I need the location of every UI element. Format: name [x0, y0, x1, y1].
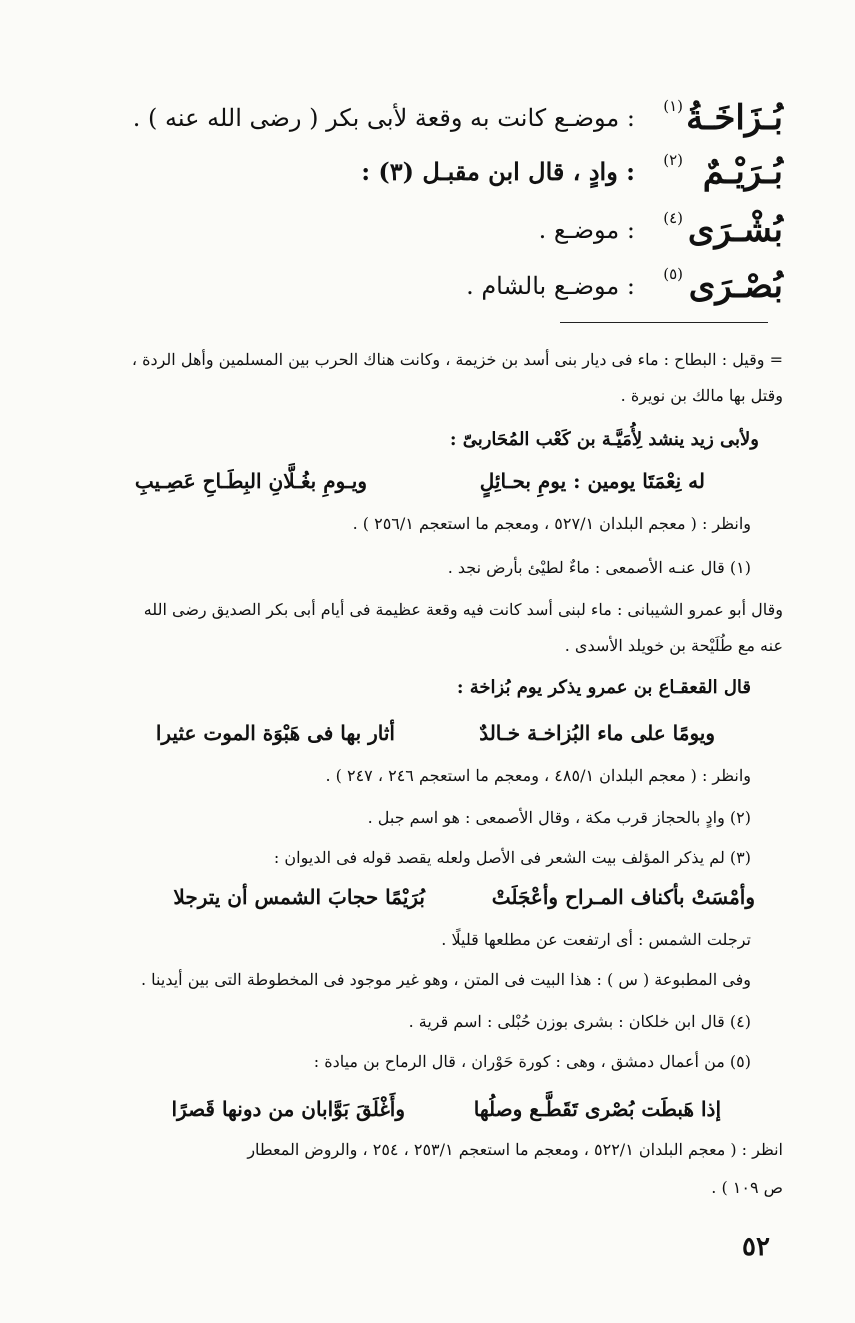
entry-term: بُـزَاخَـةُ — [686, 98, 783, 138]
footnote-line: ص ١٠٩ ) . — [711, 1178, 783, 1197]
footnote-line: (٣) لم يذكر المؤلف بيت الشعر فى الأصل ولعله يقصد قوله فى الديوان : — [273, 848, 751, 867]
footnote-line: (٥) من أعمال دمشق ، وهى : كورة حَوْران ، قال الرماح بن ميادة : — [313, 1052, 751, 1071]
footnote-line: وقال أبو عمرو الشيبانى : ماء لبنى أسد كانت فيه وقعة عظيمة فى أيام أبى بكر الصديق رضى الله — [143, 600, 783, 619]
footnote-line: انظر : ( معجم البلدان ٥٢٢/١ ، ومعجم ما استعجم ٢٥٣/١ ، ٢٥٤ ، والروض المعطار — [247, 1140, 783, 1159]
footnote-line: (١) قال عنـه الأصمعى : ماءٌ لطيْئ بأرض نجد . — [447, 558, 751, 577]
footnote-marker: (١) — [663, 97, 683, 115]
footnote-marker: (٥) — [663, 265, 683, 283]
verse-second-hemistich: بُرَيْمًا حجابَ الشمس أن يترجلا — [173, 885, 425, 909]
footnote-line: (٢) وادٍ بالحجاز قرب مكة ، وقال الأصمعى : هو اسم جبل . — [367, 808, 751, 827]
entry-buraym — [63, 146, 783, 198]
verse-first-hemistich: ويومًا على ماء البُزاخـة خـالدٌ — [479, 721, 715, 745]
footnote-line: وانظر : ( معجم البلدان ٤٨٥/١ ، ومعجم ما استعجم ٢٤٦ ، ٢٤٧ ) . — [325, 766, 751, 785]
verse-second-hemistich: ويـومِ بغُـلَّانِ البِطَـاحِ عَصِـيبِ — [134, 469, 367, 493]
page-number: ٥٢ — [742, 1232, 770, 1262]
verse-first-hemistich: إذا هَبطَت بُصْرى تَقَطَّـع وصلُها — [473, 1097, 721, 1121]
footnote-line: قال القعقـاع بن عمرو يذكر يوم بُزاخة : — [456, 677, 751, 698]
footnote-line: وفى المطبوعة ( س ) : هذا البيت فى المتن ، وهو غير موجود فى المخطوطة التى بين أيدينا . — [141, 970, 751, 989]
entry-term: بُصْـرَى — [688, 266, 783, 306]
footnote-line: (٤) قال ابن خلكان : بشرى بوزن حُبْلى : اسم قرية . — [408, 1012, 751, 1031]
entry-term: بُـرَيْـمٌ — [702, 152, 783, 192]
footnote-marker: (٤) — [663, 209, 683, 227]
footnote-marker: (٢) — [663, 151, 683, 169]
footnote-line: = وقيل : البطاح : ماء فى ديار بنى أسد بن خزيمة ، وكانت هناك الحرب بين المسلمين وأهل الردة ، — [131, 350, 783, 369]
footnote-separator — [560, 322, 768, 323]
entry-busra — [63, 260, 783, 312]
footnote-line: وقتل بها مالك بن نويرة . — [620, 386, 783, 405]
entry-bushra — [63, 204, 783, 256]
entry-term: بُشْـرَى — [687, 210, 783, 250]
entry-definition: : موضـع . — [538, 216, 635, 244]
footnote-line: عنه مع طُلَيْحة بن خويلد الأسدى . — [564, 636, 783, 655]
footnote-line: وانظر : ( معجم البلدان ٥٢٧/١ ، ومعجم ما استعجم ٢٥٦/١ ) . — [352, 514, 751, 533]
footnote-line: ولأبى زيد ينشد لِأُمَيَّـة بن كَعْب المُحَاربىّ : — [449, 429, 759, 450]
entry-definition: : وادٍ ، قال ابن مقبـل (٣) : — [361, 157, 635, 186]
entry-definition: : موضـع كانت به وقعة لأبى بكر ( رضى الله عنه ) . — [132, 104, 635, 132]
verse-second-hemistich: أثار بها فى هَبْوَة الموت عثيرا — [155, 721, 395, 745]
verse-first-hemistich: وأمْسَتْ بأكناف المـراح وأعْجَلَتْ — [491, 885, 755, 909]
footnote-line: ترجلت الشمس : أى ارتفعت عن مطلعها قليلًا . — [441, 930, 751, 949]
entry-definition: : موضـع بالشام . — [466, 272, 635, 300]
verse-second-hemistich: وأَغْلَقَ بَوَّابان من دونها قَصرًا — [171, 1097, 405, 1121]
entry-buzakha — [63, 92, 783, 144]
verse-first-hemistich: له نِعْمَتَا يومين : يومِ بحـائِلٍ — [479, 469, 705, 493]
